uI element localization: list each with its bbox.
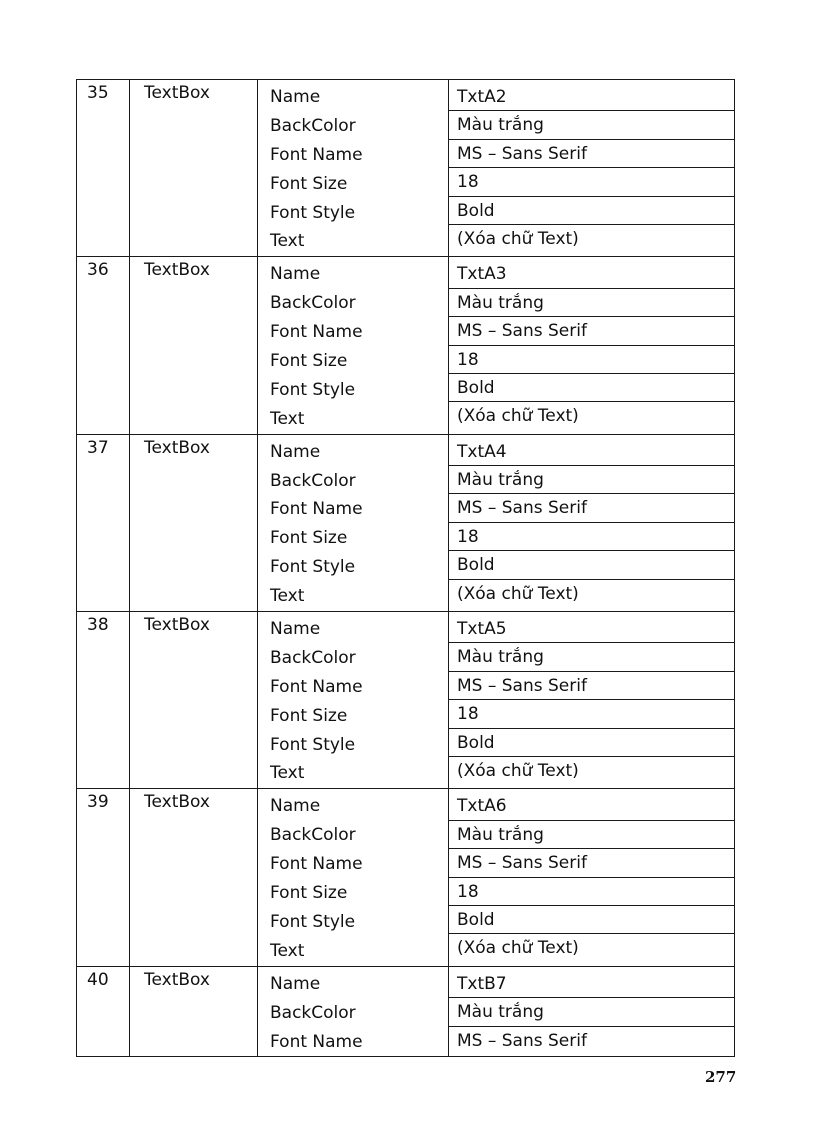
property-value: MS – Sans Serif	[457, 1030, 587, 1051]
table-row	[77, 789, 735, 966]
property-value: 18	[449, 878, 734, 906]
row-number: 38	[77, 612, 130, 789]
property-names-cell	[258, 612, 449, 789]
property-name: BackColor	[270, 1002, 356, 1023]
property-name: Name	[270, 796, 321, 817]
property-value: MS – Sans Serif	[449, 140, 734, 168]
property-values-cell	[449, 434, 735, 611]
row-number: 37	[77, 434, 130, 611]
table-row	[77, 966, 735, 1057]
property-name: Text	[270, 763, 305, 784]
property-name: Font Name	[270, 1031, 363, 1052]
property-value: MS – Sans Serif	[449, 849, 734, 877]
property-value: TxtA2	[449, 83, 734, 111]
control-type: TextBox	[130, 257, 258, 434]
property-value: TxtA4	[449, 438, 734, 466]
property-name: Text	[270, 408, 305, 429]
property-name: Font Name	[270, 144, 363, 165]
property-value: TxtA5	[449, 615, 734, 643]
property-value: (Xóa chữ Text)	[457, 583, 579, 604]
property-names-cell	[258, 80, 449, 257]
property-name: Text	[270, 586, 305, 607]
property-name: Font Size	[270, 351, 348, 372]
row-number: 39	[77, 789, 130, 966]
property-name: Font Name	[270, 322, 363, 343]
property-value: TxtA3	[449, 260, 734, 288]
property-name: Font Size	[270, 705, 348, 726]
property-values-cell	[449, 966, 735, 1057]
property-name: Text	[270, 231, 305, 252]
property-name: Font Size	[270, 883, 348, 904]
property-value: MS – Sans Serif	[449, 672, 734, 700]
property-names-cell	[258, 789, 449, 966]
property-name: Font Style	[270, 734, 356, 755]
property-name: Font Style	[270, 202, 356, 223]
row-number: 35	[77, 80, 130, 257]
property-name: BackColor	[270, 470, 356, 491]
property-value: Bold	[449, 906, 734, 934]
property-value: TxtA6	[449, 792, 734, 820]
property-value: Màu trắng	[449, 111, 734, 139]
property-value: 18	[449, 346, 734, 374]
row-number: 36	[77, 257, 130, 434]
property-name: BackColor	[270, 293, 356, 314]
property-value: (Xóa chữ Text)	[457, 406, 579, 427]
property-name: Font Name	[270, 854, 363, 875]
property-name: Name	[270, 973, 321, 994]
table-row	[77, 80, 735, 257]
control-type: TextBox	[130, 434, 258, 611]
property-values-cell	[449, 257, 735, 434]
property-value: MS – Sans Serif	[449, 317, 734, 345]
row-number: 40	[77, 966, 130, 1057]
property-name: BackColor	[270, 647, 356, 668]
property-name: Font Style	[270, 379, 356, 400]
property-name: Font Size	[270, 173, 348, 194]
property-name: BackColor	[270, 825, 356, 846]
property-name: BackColor	[270, 115, 356, 136]
property-names-cell	[258, 434, 449, 611]
property-name: Font Name	[270, 676, 363, 697]
property-value: Màu trắng	[449, 821, 734, 849]
property-names-cell	[258, 966, 449, 1057]
property-value: TxtB7	[449, 970, 734, 998]
property-value: Bold	[449, 374, 734, 402]
property-name: Font Name	[270, 499, 363, 520]
property-value: Màu trắng	[449, 643, 734, 671]
property-name: Name	[270, 87, 321, 107]
property-value: 18	[449, 168, 734, 196]
property-value: Màu trắng	[449, 998, 734, 1026]
property-value: 18	[449, 523, 734, 551]
property-name: Name	[270, 264, 321, 285]
page-number: 277	[705, 1068, 737, 1086]
property-value: Bold	[449, 551, 734, 579]
property-value: 18	[449, 700, 734, 728]
table-row	[77, 612, 735, 789]
property-value: (Xóa chữ Text)	[457, 228, 579, 249]
property-name: Font Size	[270, 528, 348, 549]
control-type: TextBox	[130, 612, 258, 789]
property-name: Text	[270, 940, 305, 961]
properties-table-body	[77, 80, 735, 1057]
property-name: Font Style	[270, 557, 356, 578]
property-names-cell	[258, 257, 449, 434]
control-type: TextBox	[130, 966, 258, 1057]
control-type: TextBox	[130, 789, 258, 966]
property-name: Name	[270, 619, 321, 640]
property-values-cell	[449, 80, 735, 257]
property-values-cell	[449, 612, 735, 789]
property-value: (Xóa chữ Text)	[457, 760, 579, 781]
property-value: MS – Sans Serif	[449, 494, 734, 522]
property-value: Bold	[449, 729, 734, 757]
control-type: TextBox	[130, 80, 258, 257]
table-row	[77, 257, 735, 434]
properties-table	[76, 79, 735, 1057]
property-name: Name	[270, 441, 321, 462]
table-row	[77, 434, 735, 611]
property-value: Bold	[449, 197, 734, 225]
property-value: Màu trắng	[449, 289, 734, 317]
property-value: Màu trắng	[449, 466, 734, 494]
property-value: (Xóa chữ Text)	[457, 938, 579, 959]
property-name: Font Style	[270, 911, 356, 932]
property-values-cell	[449, 789, 735, 966]
